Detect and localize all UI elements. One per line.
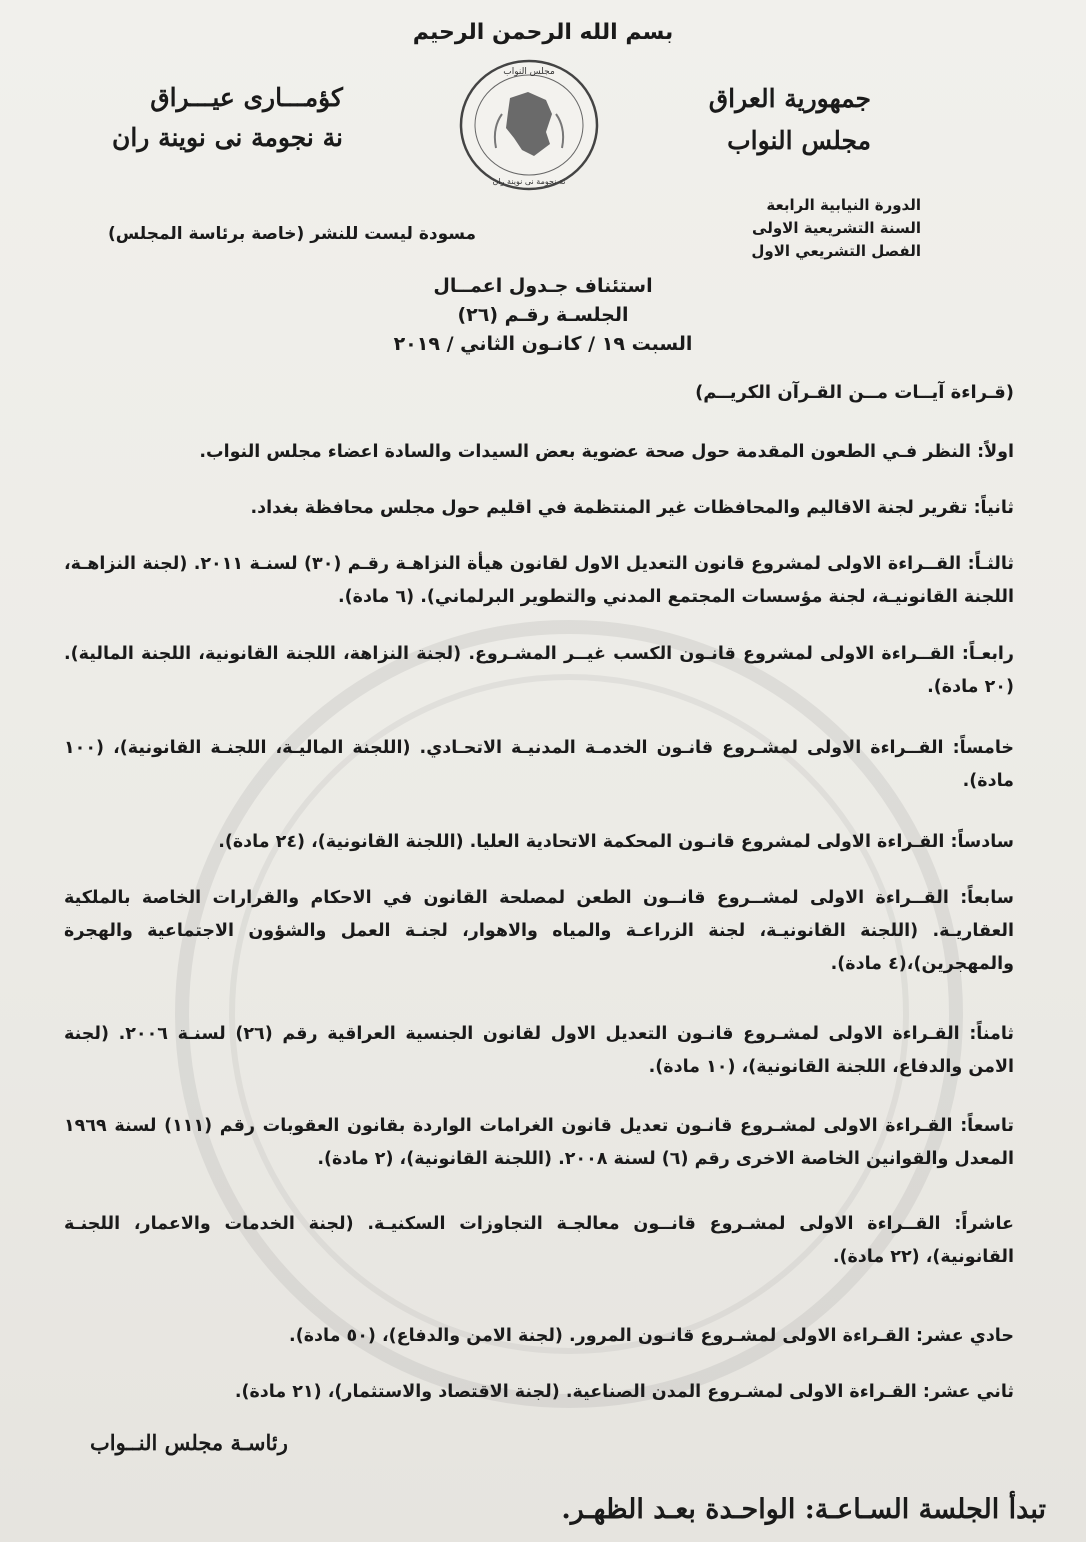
header-left xyxy=(112,78,343,158)
agenda-item-label: عاشراً: xyxy=(954,1214,1014,1234)
parliament-seal-icon xyxy=(458,58,600,192)
session-start-time: تبدأ الجلسة السـاعـة: الواحـدة بعـد الظهـر. xyxy=(561,1494,1046,1525)
agenda-item-text: القــراءة الاولى لمشروع قانون التعديل الاول لقانون هيأة النزاهـة رقـم (٣٠) لسنـة ٢٠١١. (لجنة النزاهـة، اللجنة القانونيـة، لجنة مؤسسات المجتمع المدني والتطوير البرلماني). (٦ مادة). xyxy=(64,554,1014,607)
session-info xyxy=(751,194,921,263)
agenda-item-label: رابعـاً: xyxy=(961,644,1014,664)
seal-top-text: مجلس النواب xyxy=(503,67,555,77)
quran-reading: (قـراءة آيــات مــن القـرآن الكريــم) xyxy=(695,382,1014,403)
header-right xyxy=(709,78,871,162)
session-info-line3: الفصل التشريعي الاول xyxy=(751,242,921,260)
presidency-signature: رئاسـة مجلس النــواب xyxy=(90,1430,288,1455)
agenda-item-text: القـراءة الاولى لمشـروع المدن الصناعية. (لجنة الاقتصاد والاستثمار)، (٢١ مادة). xyxy=(234,1382,917,1402)
agenda-header xyxy=(0,272,1086,359)
agenda-item-text: القـراءة الاولى لمشروع قانـون المحكمة الاتحادية العليا. (اللجنة القانونية)، (٢٤ مادة). xyxy=(218,832,945,852)
agenda-item-label: اولاً: xyxy=(977,442,1014,462)
agenda-item-text: النظر فـي الطعون المقدمة حول صحة عضوية بعض السيدات والسادة اعضاء مجلس النواب. xyxy=(199,442,971,462)
agenda-item-4 xyxy=(64,638,1014,704)
agenda-item-3 xyxy=(64,548,1014,614)
agenda-item-text: تقرير لجنة الاقاليم والمحافظات غير المنتظمة في اقليم حول مجلس محافظة بغداد. xyxy=(250,498,968,518)
agenda-item-text: القـراءة الاولى لمشـروع قانـون التعديل الاول لقانون الجنسية العراقية رقم (٢٦) لسنـة ٢٠٠٦. (لجنة الامن والدفاع، اللجنة القانونية)، (١٠ مادة). xyxy=(64,1024,1014,1077)
agenda-item-11 xyxy=(64,1320,1014,1353)
agenda-item-label: تاسعاً: xyxy=(960,1116,1014,1136)
agenda-item-label: ثانياً: xyxy=(973,498,1014,518)
agenda-item-text: القــراءة الاولى لمشـروع قانـون الخدمـة المدنيـة الاتحـادي. (اللجنة الماليـة، اللجنـة القانونية)، (١٠٠ مادة). xyxy=(64,738,1014,791)
agenda-header-line1: استئناف جـدول اعمــال xyxy=(433,275,653,297)
header-left-line1: كؤمـــاری عيـــراق xyxy=(150,83,343,112)
agenda-item-2 xyxy=(64,492,1014,525)
header-left-line2: نة نجومة نی نوينة ران xyxy=(112,123,343,152)
agenda-item-5 xyxy=(64,732,1014,798)
agenda-item-label: ثاني عشر: xyxy=(922,1382,1014,1402)
agenda-item-9 xyxy=(64,1110,1014,1176)
agenda-header-line3: السبت ١٩ / كانـون الثاني / ٢٠١٩ xyxy=(393,333,693,355)
agenda-item-label: سابعاً: xyxy=(960,888,1014,908)
agenda-item-10 xyxy=(64,1208,1014,1274)
draft-notice: مسودة ليست للنشر (خاصة برئاسة المجلس) xyxy=(108,224,477,244)
agenda-item-8 xyxy=(64,1018,1014,1084)
session-info-line2: السنة التشريعية الاولى xyxy=(752,219,921,237)
agenda-item-text: القــراءة الاولى لمشــروع قانــون الطعن لمصلحة القانون في الاحكام والقرارات الخاصة بالملكية العقاريـة. (اللجنة القانونيـة، لجنة الزراعـة والمياه والاهوار، لجنـة العمل والشؤون الاجتماعية والهجرة والمهجرين)،(٤ مادة). xyxy=(64,888,1014,974)
agenda-item-label: سادساً: xyxy=(950,832,1014,852)
agenda-item-text: القــراءة الاولى لمشروع قانـون الكسب غيــر المشـروع. (لجنة النزاهة، اللجنة القانونية، اللجنة المالية). (٢٠ مادة). xyxy=(64,644,1014,697)
agenda-item-12 xyxy=(64,1376,1014,1409)
header-right-line1: جمهورية العراق xyxy=(708,84,871,113)
header-right-line2: مجلس النواب xyxy=(727,126,871,155)
basmala: بسم الله الرحمن الرحيم xyxy=(412,20,674,45)
seal-bottom-text: نة نجومة نی نوينة ران xyxy=(492,177,566,186)
agenda-item-7 xyxy=(64,882,1014,981)
agenda-item-1 xyxy=(64,436,1014,469)
agenda-item-label: خامساً: xyxy=(952,738,1015,758)
agenda-item-text: القــراءة الاولى لمشـروع قانــون معالجـة التجاوزات السكنيـة. (لجنة الخدمات والاعمار، اللجنـة القانونية)، (٢٢ مادة). xyxy=(64,1214,1014,1267)
agenda-item-label: ثامناً: xyxy=(969,1024,1015,1044)
agenda-item-label: ثالثـاً: xyxy=(967,554,1014,574)
agenda-item-6 xyxy=(64,826,1014,859)
agenda-item-text: القـراءة الاولى لمشـروع قانـون تعديل قانون الغرامات الواردة بقانون العقوبات رقم (١١١) لسنة ١٩٦٩ المعدل والقوانين الخاصة الاخرى رقم (٦) لسنة ٢٠٠٨. (اللجنة القانونية)، (٢ مادة). xyxy=(64,1116,1014,1169)
agenda-header-line2: الجلسـة رقـم (٢٦) xyxy=(457,304,629,326)
session-info-line1: الدورة النيابية الرابعة xyxy=(766,196,921,214)
agenda-item-text: القـراءة الاولى لمشـروع قانـون المرور. (لجنة الامن والدفاع)، (٥٠ مادة). xyxy=(289,1326,910,1346)
agenda-item-label: حادي عشر: xyxy=(916,1326,1014,1346)
